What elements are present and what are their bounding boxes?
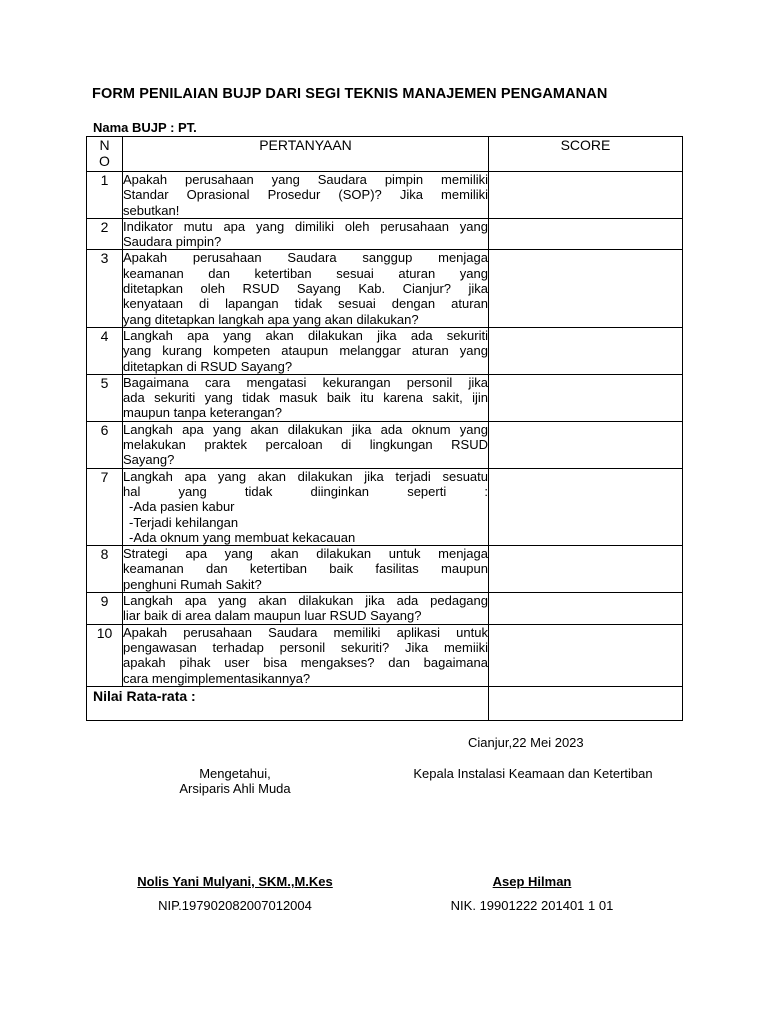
- score-cell[interactable]: [489, 624, 683, 686]
- question-line: melakukan praktek percaloan di lingkungan RSUD: [123, 437, 488, 453]
- score-cell[interactable]: [489, 250, 683, 327]
- question-line: ada sekuriti yang tidak masuk baik itu karena sakit, ijin: [123, 390, 488, 406]
- question-line: Langkah apa yang akan dilakukan jika ada pedagang: [123, 593, 488, 609]
- form-title: FORM PENILAIAN BUJP DARI SEGI TEKNIS MANAJEMEN PENGAMANAN: [92, 86, 608, 102]
- header-no: [87, 137, 123, 172]
- header-score: SCORE: [489, 137, 683, 172]
- score-cell[interactable]: [489, 593, 683, 625]
- table-row: [87, 172, 683, 219]
- question-line: pengawasan terhadap personil sekuriti? Jika memiiki: [123, 639, 488, 655]
- question-sub-item: -Terjadi kehilangan: [129, 514, 239, 530]
- right-signer-id: NIK. 19901222 201401 1 01: [450, 898, 614, 913]
- question-line: maupun tanpa keterangan?: [123, 405, 283, 421]
- score-cell[interactable]: [489, 374, 683, 421]
- table-row: [87, 468, 683, 545]
- left-signer-line1: Mengetahui,: [199, 766, 271, 781]
- row-number: 9: [87, 593, 123, 625]
- assessment-table: [86, 136, 683, 721]
- header-no-line2: O: [99, 153, 110, 169]
- question-line: kenyataan di lapangan tidak sesuai dengan aturan: [123, 296, 488, 312]
- question-line: Langkah apa yang akan dilakukan jika terjadi sesuatu: [123, 468, 488, 484]
- question-line: Indikator mutu apa yang dimiliki oleh perusahaan yang: [123, 218, 488, 234]
- question-cell: [123, 172, 489, 219]
- right-signer-line1: Kepala Instalasi Keamaan dan Ketertiban: [413, 766, 653, 781]
- score-cell[interactable]: [489, 172, 683, 219]
- question-line: yang ditetapkan langkah apa yang akan dilakukan?: [123, 311, 419, 327]
- question-line: apakah pihak user bisa mengakses? dan bagaimana: [123, 655, 488, 671]
- question-cell: [123, 624, 489, 686]
- table-row: [87, 250, 683, 327]
- question-cell: [123, 468, 489, 545]
- table-row: [87, 593, 683, 625]
- question-line: cara mengimplementasikannya?: [123, 670, 311, 686]
- question-line: Langkah apa yang akan dilakukan jika ada sekuriti: [123, 327, 488, 343]
- question-line: Bagaimana cara mengatasi kekurangan personil jika: [123, 374, 488, 390]
- question-cell: [123, 327, 489, 374]
- table-row: [87, 546, 683, 593]
- header-pertanyaan: PERTANYAAN: [123, 137, 489, 172]
- question-line: sebutkan!: [123, 202, 180, 218]
- question-line: keamanan dan ketertiban baik fasilitas maupun: [123, 561, 488, 577]
- score-cell[interactable]: [489, 421, 683, 468]
- place-date: Cianjur,22 Mei 2023: [468, 735, 584, 750]
- question-line: Sayang?: [123, 452, 175, 468]
- question-line: Saudara pimpin?: [123, 234, 222, 250]
- question-line: yang kurang kompeten ataupun melanggar aturan yang: [123, 343, 488, 359]
- average-row: [87, 686, 683, 720]
- table-row: [87, 218, 683, 250]
- question-cell: [123, 374, 489, 421]
- average-score-cell[interactable]: [489, 686, 683, 720]
- average-label-cell: [87, 686, 489, 720]
- row-number: 7: [87, 468, 123, 545]
- question-line: Standar Oprasional Prosedur (SOP)? Jika memiliki: [123, 187, 488, 203]
- row-number: 2: [87, 218, 123, 250]
- question-cell: [123, 593, 489, 625]
- right-signer-name: Asep Hilman: [492, 874, 572, 889]
- table-row: [87, 624, 683, 686]
- score-cell[interactable]: [489, 327, 683, 374]
- row-number: 6: [87, 421, 123, 468]
- left-signer-name: Nolis Yani Mulyani, SKM.,M.Kes: [137, 874, 333, 889]
- table-row: [87, 421, 683, 468]
- question-cell: [123, 218, 489, 250]
- table-row: [87, 327, 683, 374]
- nama-bujp-label: Nama BUJP : PT.: [93, 120, 197, 135]
- question-line: Strategi apa yang akan dilakukan untuk menjaga: [123, 546, 488, 562]
- table-header-row: [87, 137, 683, 172]
- question-line: liar baik di area dalam maupun luar RSUD Sayang?: [123, 608, 422, 624]
- row-number: 4: [87, 327, 123, 374]
- question-line: ditetapkan oleh RSUD Sayang Kab. Cianjur? jika: [123, 281, 488, 297]
- question-line: Apakah perusahaan Saudara sanggup menjaga: [123, 250, 488, 266]
- question-sub-item: -Ada oknum yang membuat kekacauan: [129, 529, 356, 545]
- score-cell[interactable]: [489, 468, 683, 545]
- row-number: 3: [87, 250, 123, 327]
- row-number: 1: [87, 172, 123, 219]
- question-cell: [123, 250, 489, 327]
- question-cell: [123, 546, 489, 593]
- question-sub-item: -Ada pasien kabur: [129, 499, 235, 515]
- left-signer-id: NIP.197902082007012004: [158, 898, 312, 913]
- row-number: 10: [87, 624, 123, 686]
- row-number: 8: [87, 546, 123, 593]
- average-label: Nilai Rata-rata :: [93, 687, 196, 704]
- question-line: keamanan dan ketertiban sesuai aturan yang: [123, 265, 488, 281]
- header-no-line1: N: [99, 137, 110, 153]
- question-line: Apakah perusahaan yang Saudara pimpin memiliki: [123, 172, 488, 187]
- question-line: penghuni Rumah Sakit?: [123, 576, 262, 592]
- score-cell[interactable]: [489, 546, 683, 593]
- row-number: 5: [87, 374, 123, 421]
- left-signer-line2: Arsiparis Ahli Muda: [179, 781, 291, 796]
- question-cell: [123, 421, 489, 468]
- question-line: Langkah apa yang akan dilakukan jika ada oknum yang: [123, 421, 488, 437]
- question-line: ditetapkan di RSUD Sayang?: [123, 358, 293, 374]
- table-row: [87, 374, 683, 421]
- question-line: Apakah perusahaan Saudara memiliki aplikasi untuk: [123, 624, 488, 640]
- question-line: hal yang tidak diinginkan seperti :: [123, 483, 488, 499]
- score-cell[interactable]: [489, 218, 683, 250]
